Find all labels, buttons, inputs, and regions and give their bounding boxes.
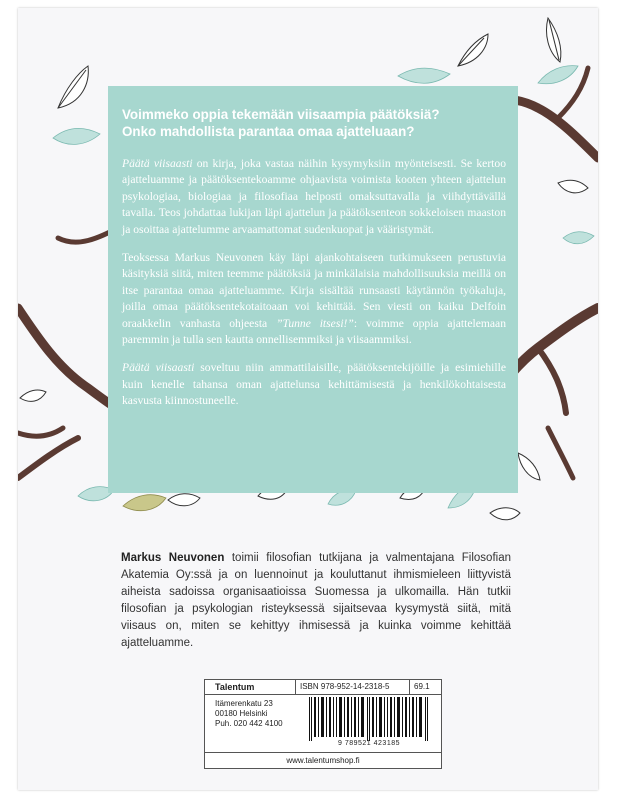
leaf-icon: [58, 66, 88, 108]
oracle-quote: ”Tunne itsesi!”: [276, 316, 354, 330]
publisher-website: www.talentumshop.fi: [205, 752, 441, 768]
isbn-label: ISBN 978-952-14-2318-5: [295, 680, 389, 694]
description-panel: [108, 86, 518, 493]
author-name: Markus Neuvonen: [121, 552, 225, 564]
heading-line-2: Onko mahdollista parantaa omaa ajatteluaan?: [122, 124, 415, 139]
description-paragraph-3: [122, 360, 506, 409]
heading-line-1: Voimmeko oppia tekemään viisaampia päätöksiä?: [122, 107, 440, 122]
publisher-address: [215, 699, 283, 729]
book-title-italic: Päätä viisaasti: [122, 157, 193, 170]
back-cover-heading: [122, 106, 506, 140]
isbn-barcode: [305, 697, 433, 741]
publisher-box: [204, 679, 442, 769]
paragraph-2-text: Teoksessa Markus Neuvonen käy läpi ajankohtaiseen tutkimukseen perustuvia käsityksiä siitä, miten teemme päätöksiä ja minkälaisia mahdollisuuksia meillä on itse parantaa omaa ajatteluamme. Kirja sisältää runsaasti käytännön työkaluja, joilla omaa päätöksentekotaitoaan voi kehittää. Sen viesti on kaiku Delfoin oraakkelin vanhasta ohjeesta: [122, 251, 506, 330]
paragraph-2-tail: : voimme oppia ajattelemaan paremmin ja tulla sen kautta onnellisemmiksi ja viisaammiksi.: [122, 316, 506, 347]
classification-code: 69.1: [409, 680, 430, 694]
author-bio: [121, 550, 511, 652]
description-paragraph-2: [122, 250, 506, 348]
book-back-cover: [18, 8, 598, 790]
address-postal: 00180 Helsinki: [215, 709, 268, 718]
author-bio-text: toimii filosofian tutkijana ja valmentajana Filosofian Akatemia Oy:ssä ja on luennoinut ja kouluttanut ihmismieleen liittyvistä aiheista sadoissa organisaatioissa Suomessa ja ulkomailla. Hän tutkii filosofian ja psykologian risteyksessä sijaitsevaa kysymystä siitä, mitä viisaus on, miten se kehittyy ihmisessä ja kuinka voimme kehittää ajatteluamme.: [121, 552, 511, 649]
address-street: Itämerenkatu 23: [215, 699, 273, 708]
book-title-italic-2: Päätä viisaasti: [122, 361, 195, 375]
paragraph-1-text: on kirja, joka vastaa näihin kysymyksiin myönteisesti. Se kertoo ajatteluamme ja päätöksentekoamme ohjaavista voimista kooten yhteen ajattelun psykologiaa, biologiaa ja filosofiaa helposti omaksuttavalla ja viihdyttävällä tavalla. Teos johdattaa lukijan läpi ajattelun ja päätöksenteon sokkeloisen maaston ja osoittaa ajattelumme arvaamattomat sudenkuopat ja vääristymät.: [122, 157, 506, 236]
barcode-number: 9 789521 423185: [338, 740, 400, 747]
description-paragraph-1: [122, 156, 506, 238]
address-phone: Puh. 020 442 4100: [215, 719, 283, 728]
publisher-brand: Talentum: [215, 682, 255, 692]
publisher-header-row: [205, 680, 441, 695]
paragraph-3-text: soveltuu niin ammattilaisille, päätöksentekijöille ja esimiehille kuin kenelle tahansa oman ajattelunsa kehittämisestä ja henkilökohtaisesta kasvusta kiinnostuneelle.: [122, 361, 506, 408]
